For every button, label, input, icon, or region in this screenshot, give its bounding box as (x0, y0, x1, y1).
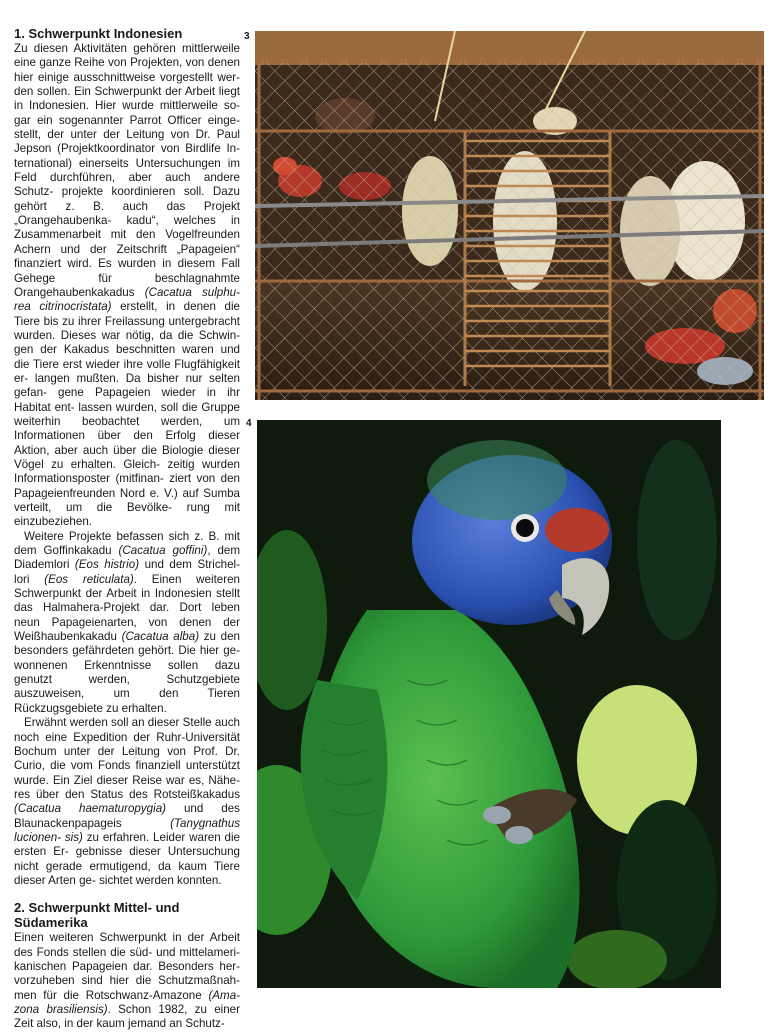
text-run: , dem Diademlori (14, 544, 241, 572)
figure-number: 4 (246, 418, 252, 429)
text-run: Erwähnt werden soll an dieser Stelle auch noch eine Expedition der Ruhr-Universität Bochum unter der Leitung von Prof. Dr. Curio, die vom Fonds finanziell unterstützt wurde. Ein Ziel dieser Reise war es, Nähe- res über den Status des Rotsteißkakadus (14, 716, 240, 801)
paragraph (14, 716, 240, 888)
species-name: (Cacatua haematuropygia) (14, 802, 167, 816)
text-run: . Einen weiteren Schwerpunkt der Arbeit in Indonesien stellt das Halmahera-Projekt dar. Dort leben neun Papageienarten, von denen der Weißhaubenkakadu (14, 572, 240, 644)
photo-caged-parrots (255, 31, 764, 400)
text-run: Weitere Projekte befassen sich z. B. mit dem Goffinkakadu (14, 529, 240, 558)
species-name: (Cacatua goffini) (118, 544, 208, 558)
paragraph (14, 530, 240, 716)
species-name: (Cacatua sulphu- rea citrinocristata) (14, 285, 240, 314)
species-name: (Cacatua alba) (121, 630, 200, 644)
paragraph (14, 931, 240, 1031)
section-heading: 2. Schwerpunkt Mittel- und Südamerika (14, 900, 180, 931)
species-name: (Eos reticulata) (44, 572, 134, 586)
text-run: . Schon 1982, zu einer Zeit also, in der kaum jemand an Schutz- (14, 1003, 240, 1031)
text-run: Einen weiteren Schwerpunkt in der Arbeit des Fonds stellen die süd- und mittelameri- kanischen Papageien dar. Besonders her- vorzuheben sind hier die Schutzmaßnah- men für die Rotschwanz-Amazone (14, 931, 240, 1002)
species-name: (Ama- zona brasiliensis) (14, 988, 240, 1016)
figure-number: 3 (244, 31, 250, 42)
text-run: Zu diesen Aktivitäten gehören mittlerweile eine ganze Reihe von Projekten, von denen hier einige ausschnittweise vorgestellt wer- den sollen. Ein Schwerpunkt der Arbeit liegt in Indonesien. Hier wurde mittlerweile so- gar ein sogenannter Parrot Officer einge- stellt, der unter der Leitung von Dr. Paul Jepson (Projektkoordinator von Birdlife In- ternational) einerseits Untersuchungen im Feld durchführen, aber auch andere Schutz- projekte koordinieren soll. Dazu gehört z. B. auch das Projekt „Orangehaubenka- kadu“, welches in Zusammenarbeit mit den Vogelfreunden Achern und der Zeitschrift „Papageien“ finanziert wird. Es wurden in diesem Fall Gehege für beschlagnahmte Orangehaubenkakadus (14, 42, 240, 299)
text-run: zu den besonders gefährdeten gehört. Die hier ge- wonnenen Erkenntnisse sollen dazu genutzt werden, Schutzgebiete auszuweisen, um den Tieren Rückzugsgebiete zu erhalten. (14, 630, 240, 715)
text-run: und des Blaunackenpapageis (14, 802, 240, 830)
species-name: (Eos histrio) (74, 558, 140, 572)
text-run: zu erfahren. Leider waren die ersten Er- gebnisse dieser Untersuchung nicht gerade ermutigend, da kaum Tiere dieser Arten ge- sichtet werden konnten. (14, 830, 240, 887)
text-run: und dem Strichel- lori (14, 558, 240, 586)
section-heading: 1. Schwerpunkt Indonesien (14, 26, 183, 41)
paragraph (14, 42, 240, 530)
article-text-column (14, 26, 240, 1032)
text-run: erstellt, in denen die Tiere bis zu ihrer Freilassung untergebracht wurden. Dieses war nötig, da die Schwin- gen der Kakadus beschnitten waren und die Tiere erst wieder ihre volle Flugfähigkeit er- langen mußten. Da bisher nur selten gefan- gene Papageien wieder in ihr Habitat ent- lassen wurden, soll die Gruppe weiterhin beobachtet werden, um Informationen über den Erfolg dieser Aktion, aber auch über die Biologie dieser Vögel zu erhalten. Gleich- zeitig wurden Informationsposter (mitfinan- ziert von den Papageienfreunden Nord e. V.) auf Sumba verteilt, um die Bevölke- rung mit einzubeziehen. (14, 300, 240, 529)
species-name: (Tanygnathus lucionen- sis) (14, 816, 240, 844)
photo-green-parrot (257, 420, 721, 988)
